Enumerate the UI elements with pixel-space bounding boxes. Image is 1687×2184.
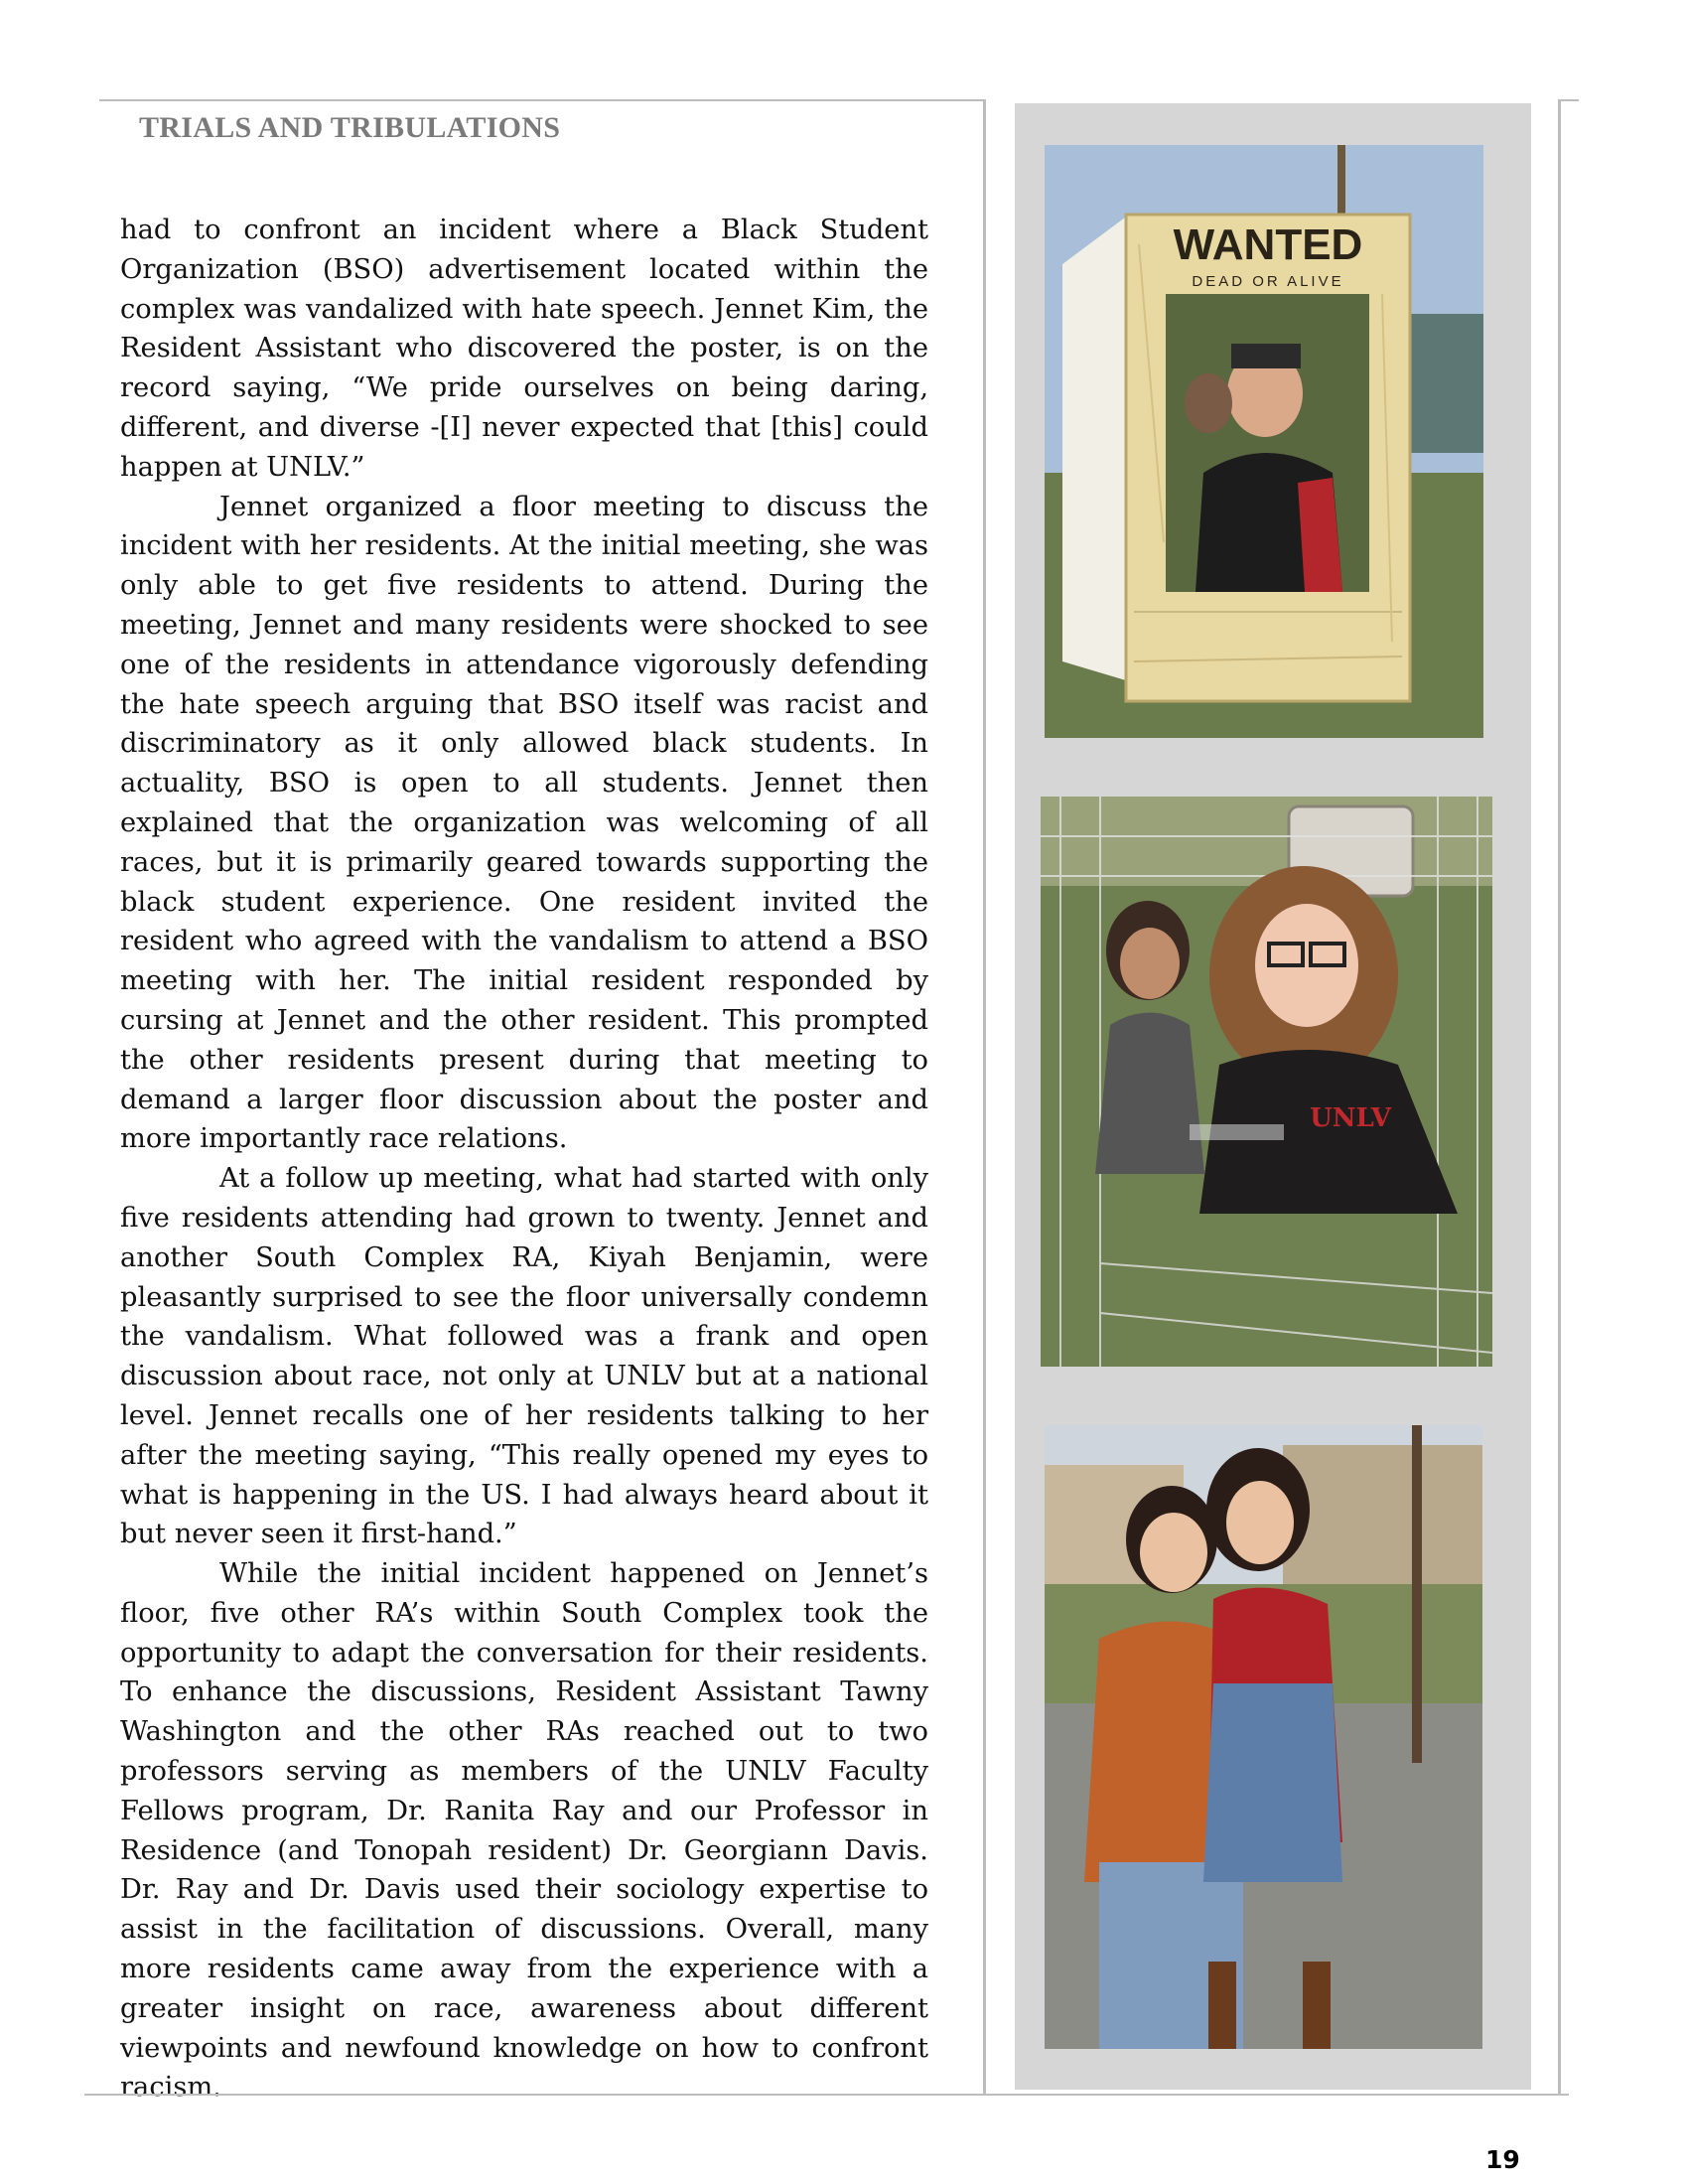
wanted-sign-title: WANTED — [1173, 220, 1363, 269]
photo-wanted-poster — [1045, 145, 1483, 738]
photo-residents-hug — [1045, 1425, 1482, 2049]
shirt-logo-text: UNLV — [1310, 1103, 1391, 1133]
article-body — [120, 211, 928, 2108]
section-title: TRIALS AND TRIBULATIONS — [139, 111, 561, 144]
wanted-sign-subtitle: DEAD OR ALIVE — [1192, 273, 1344, 290]
footer-rule — [84, 2094, 1569, 2096]
article-paragraph: Jennet organized a floor meeting to discuss the incident with her residents. At the initial meeting, she was only able to get five residents to attend. During the meeting, Jennet and many residents were shocked to see one of the residents in attendance vigorously defending the hate speech arguing that BSO itself was racist and discriminatory as it only allowed black students. In actuality, BSO is open to all students. Jennet then explained that the organization was welcoming of all races, but it is primarily geared towards supporting the black student experience. One resident invited the resident who agreed with the vandalism to attend a BSO meeting with her. The initial resident responded by cursing at Jennet and the other resident. This prompted the other residents present during that meeting to demand a larger floor discussion about the poster and more importantly race relations. — [120, 491, 928, 1155]
article-paragraph: had to confront an incident where a Black Student Organization (BSO) advertisement located within the complex was vandalized with hate speech. Jennet Kim, the Resident Assistant who discovered the poster, is on the record saying, “We pride ourselves on being daring, different, and diverse -[I] never expected that [this] could happen at UNLV.” — [120, 215, 928, 483]
article-paragraph: While the initial incident happened on Jennet’s floor, five other RA’s within South Complex took the opportunity to adapt the conversation for their residents. To enhance the discussions, Resident Assistant Tawny Washington and the other RAs reached out to two professors serving as members of the UNLV Faculty Fellows program, Dr. Ranita Ray and our Professor in Residence (and Tonopah resident) Dr. Georgiann Davis. Dr. Ray and Dr. Davis used their sociology expertise to assist in the facilitation of discussions. Overall, many more residents came away from the experience with a greater insight on race, awareness about different viewpoints and newfound knowledge on how to confront racism. — [120, 1558, 928, 2104]
photo-residents-pen — [1041, 797, 1492, 1367]
page-number: 19 — [1485, 2145, 1520, 2174]
article-paragraph: At a follow up meeting, what had started with only five residents attending had grown to twenty. Jennet and another South Complex RA, Kiyah Benjamin, were pleasantly surprised to see the floor universally condemn the vandalism. What followed was a frank and open discussion about race, not only at UNLV but at a national level. Jennet recalls one of her residents talking to her after the meeting saying, “This really opened my eyes to what is happening in the US. I had always heard about it but never seen it first-hand.” — [120, 1163, 928, 1550]
